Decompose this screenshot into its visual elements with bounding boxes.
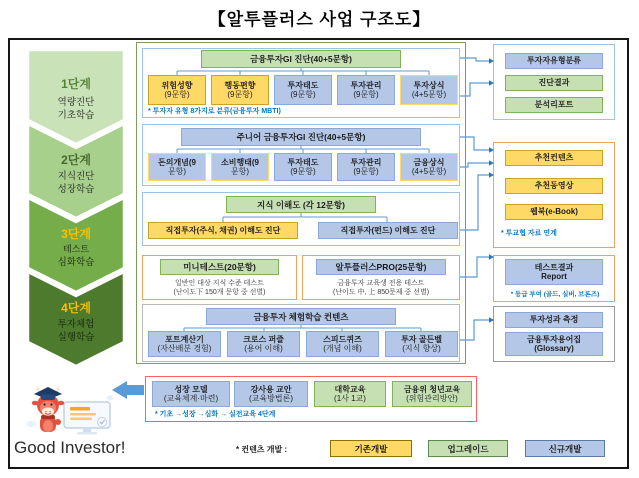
label: 금융상식 <box>413 157 445 167</box>
stage2-line1: 지식진단 <box>57 171 95 182</box>
page-title: 【알투플러스 사업 구조도】 <box>208 10 431 29</box>
bull-eye <box>43 403 45 405</box>
stage2-step: 2단계 <box>61 153 91 167</box>
stage3-line2: 심화학습 <box>57 257 95 268</box>
testresult-note: * 등급 부여 (골드, 실버, 브론즈) <box>510 291 600 298</box>
label: 투자관리 <box>350 157 382 167</box>
label: 강사용 교안 <box>250 384 292 394</box>
knowledge-header: 지식 이해도 (각 12문항) <box>226 196 376 213</box>
recommend-note: * 투교협 자료 연계 <box>501 230 557 237</box>
stage1-line2: 기초학습 <box>57 110 95 121</box>
label: (용어 이해) <box>244 344 283 353</box>
gi-item-commonsense <box>400 75 458 105</box>
label: 투자자유형분류 <box>526 56 582 66</box>
education-item-university <box>314 381 386 407</box>
bull-eye <box>50 403 52 405</box>
knowledge-item-stock <box>148 222 298 239</box>
gi-note: * 투자자 유형 8가지로 분류(금융투자 MBTI) <box>148 108 281 115</box>
stage1-line1: 역량진단 <box>57 97 95 108</box>
label: 소비행태(9 <box>220 157 260 167</box>
label: 직접투자(펀드) 이해도 진단 <box>340 225 436 235</box>
bull-belly <box>43 420 53 432</box>
label: 문항) <box>167 167 187 176</box>
label: (1사 1교) <box>334 394 366 403</box>
label: 위험성향 <box>161 80 193 90</box>
label: 추천컨텐츠 <box>534 153 574 163</box>
junior-item-consumption <box>211 153 269 181</box>
recommend-ebook <box>505 204 603 220</box>
experience-header: 금융투자 체험학습 컨텐츠 <box>206 308 396 325</box>
recommend-video <box>505 178 603 194</box>
label: 크로스 퍼즐 <box>243 334 284 344</box>
experience-item-quiz <box>306 331 379 357</box>
education-item-fsc <box>392 381 472 407</box>
stage2-line2: 성장학습 <box>57 184 95 195</box>
label: (Glossary) <box>534 344 574 353</box>
label: 문항) <box>230 167 250 176</box>
stage4-line2: 실행학습 <box>57 332 95 343</box>
label: 스피드퀴즈 <box>323 334 362 344</box>
label: (교육체계·마련) <box>163 394 219 403</box>
label: (지식 향상) <box>402 344 441 353</box>
gi-header: 금융투자GI 진단(40+5문항) <box>201 50 401 68</box>
label: (위험관리방안) <box>406 394 458 403</box>
pro-desc1: 금융투자 교육생 전용 테스트 <box>337 280 425 287</box>
minitest-header: 미니테스트(20문항) <box>160 259 279 275</box>
label: (4+5문항) <box>411 167 447 176</box>
label: 추천동영상 <box>534 181 574 191</box>
stage-chevrons <box>26 48 126 370</box>
education-item-instructor <box>234 381 308 407</box>
junior-item-attitude <box>274 153 332 181</box>
label: (9문항) <box>353 167 379 176</box>
label: 금융투자용어집 <box>526 334 582 344</box>
label: (9문항) <box>290 90 316 99</box>
bull-nostril <box>45 411 47 413</box>
monitor-base <box>77 432 97 435</box>
education-item-growth <box>152 381 230 407</box>
bull-arm <box>55 419 61 425</box>
experience-item-puzzle <box>227 331 300 357</box>
deco-blob <box>107 396 114 401</box>
bull-nostril <box>49 411 51 413</box>
label: (9문항) <box>290 167 316 176</box>
junior-item-money <box>148 153 206 181</box>
cap-base <box>41 395 55 401</box>
label: (개념 이해) <box>323 344 362 353</box>
label: 투자태도 <box>287 157 319 167</box>
education-note: * 기초 →성장 →심화 → 실전교육 4단계 <box>155 411 276 418</box>
result-diagnosis <box>505 75 603 91</box>
label: 테스트결과 <box>534 262 574 272</box>
label: (9문항) <box>227 90 253 99</box>
label: 금융위 청년교육 <box>403 384 461 394</box>
label: 돈의개념(9 <box>157 157 197 167</box>
label: 투자상식 <box>413 80 445 90</box>
performance-measure <box>505 312 603 328</box>
junior-item-finance <box>400 153 458 181</box>
stage3-line1: 테스트 <box>62 244 90 254</box>
gi-item-attitude <box>274 75 332 105</box>
label: 투자관리 <box>350 80 382 90</box>
stage4-line1: 투자체험 <box>57 319 95 330</box>
testresult-report <box>505 259 603 285</box>
monitor-line <box>70 407 90 411</box>
junior-header: 주니어 금융투자GI 진단(40+5문항) <box>181 128 421 146</box>
label: 진단결과 <box>538 78 570 88</box>
monitor-line <box>70 418 92 421</box>
gi-item-risk <box>148 75 206 105</box>
label: 행동편향 <box>224 80 256 90</box>
label: Report <box>541 272 567 281</box>
label: (자산배분 경험) <box>157 344 212 353</box>
experience-item-calculator <box>148 331 221 357</box>
stage1-step: 1단계 <box>61 77 91 91</box>
gi-item-management <box>337 75 395 105</box>
label: 투자태도 <box>287 80 319 90</box>
label: 분석리포트 <box>534 100 574 110</box>
label: 성장 모델 <box>174 384 208 394</box>
legend-existing: 기존개발 <box>330 440 412 457</box>
legend-upgrade: 업그레이드 <box>428 440 508 457</box>
recommend-contents <box>505 150 603 166</box>
stage3-step: 3단계 <box>61 227 91 241</box>
minitest-desc1: 일반인 대상 지식 수준 테스트 <box>175 280 264 287</box>
label: 투자 골든벨 <box>401 334 442 344</box>
monitor-stand <box>83 428 91 432</box>
experience-item-goldenbell <box>385 331 458 357</box>
minitest-desc2: (난이도下 150개 문항 중 선별) <box>173 289 266 296</box>
pro-desc2: (난이도 中, 上 850문제 중 선별) <box>332 289 430 296</box>
label: 대학교육 <box>334 384 366 394</box>
monitor-line <box>70 413 96 416</box>
legend-label: * 컨텐츠 개발 : <box>236 445 288 454</box>
legend-new: 신규개발 <box>525 440 605 457</box>
label: 웹북(e-Book) <box>530 207 578 217</box>
mascot-illustration <box>24 380 114 438</box>
label: 직접투자(주식, 채권) 이해도 진단 <box>165 225 281 235</box>
deco-blob <box>27 421 36 427</box>
result-analysis-report <box>505 97 603 113</box>
label: (9문항) <box>164 90 190 99</box>
check-circle-icon <box>98 418 107 427</box>
stage4-step: 4단계 <box>61 301 91 315</box>
label: 투자성과 측정 <box>529 315 579 325</box>
gi-item-bias <box>211 75 269 105</box>
glossary <box>505 332 603 356</box>
knowledge-item-fund <box>318 222 458 239</box>
label: (4+5문항) <box>411 90 447 99</box>
label: 포트계산기 <box>165 334 204 344</box>
mascot-caption: Good Investor! <box>14 438 126 457</box>
junior-item-management <box>337 153 395 181</box>
pro-header: 알투플러스PRO(25문항) <box>316 259 446 275</box>
result-type-classification <box>505 53 603 69</box>
label: (교육방법론) <box>249 394 293 403</box>
label: (9문항) <box>353 90 379 99</box>
